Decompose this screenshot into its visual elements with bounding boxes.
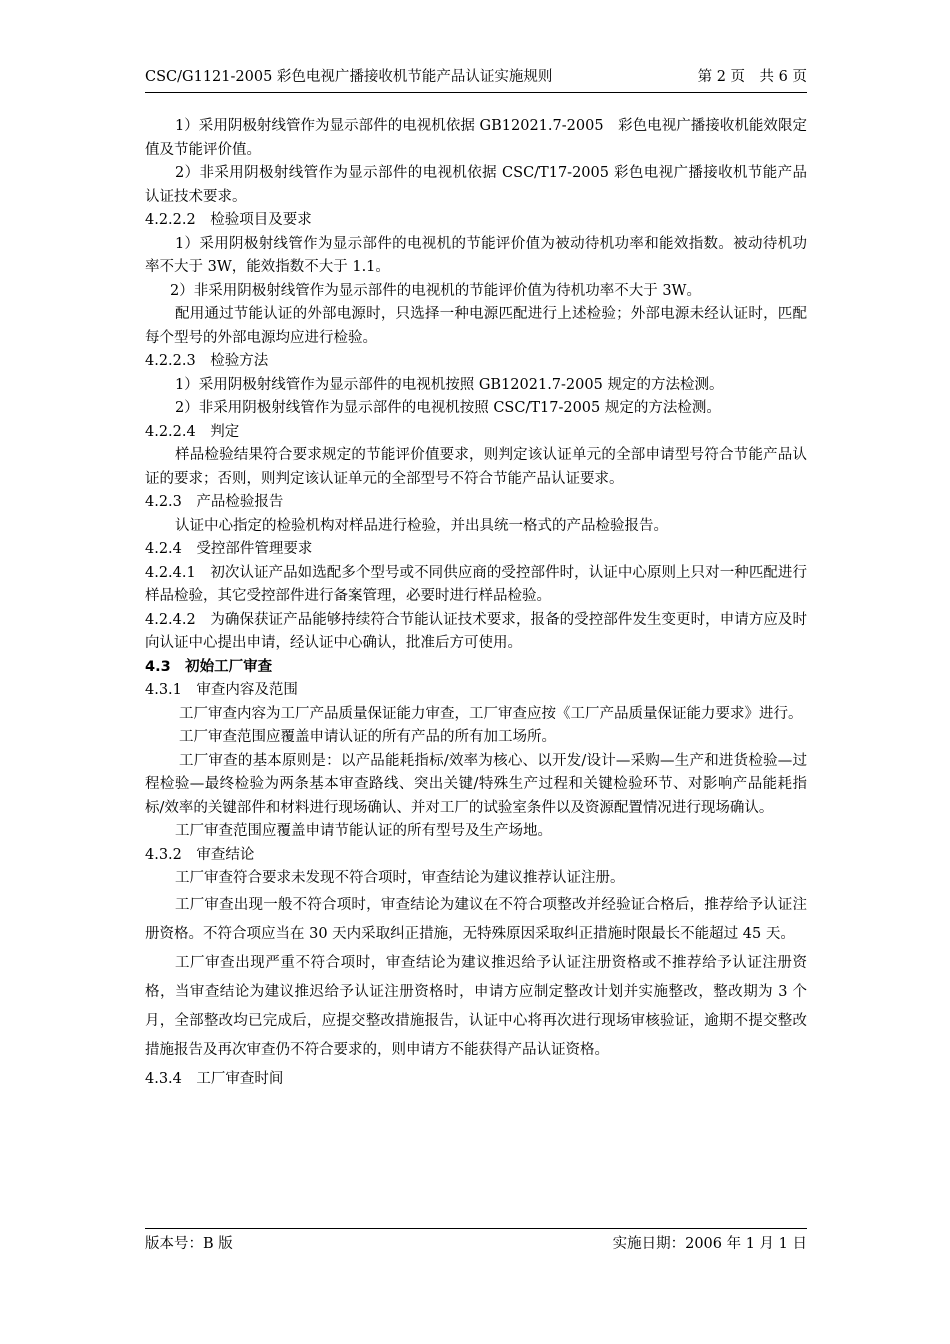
footer-date: 实施日期：2006 年 1 月 1 日 bbox=[612, 1236, 807, 1252]
paragraph: 2）非采用阴极射线管作为显示部件的电视机按照 CSC/T17-2005 规定的方法检测。 bbox=[175, 400, 721, 416]
section-heading: 4.2.2.2 检验项目及要求 bbox=[145, 212, 312, 228]
paragraph: 2）非采用阴极射线管作为显示部件的电视机依据 CSC/T17-2005 彩色电视广播接收机节能产品认证技术要求。 bbox=[145, 165, 807, 205]
paragraph: 工厂审查符合要求未发现不符合项时，审查结论为建议推荐认证注册。 bbox=[175, 870, 625, 886]
section-heading: 4.3.2 审查结论 bbox=[145, 846, 255, 863]
section-heading: 4.2.2.3 检验方法 bbox=[145, 353, 269, 369]
paragraph: 配用通过节能认证的外部电源时，只选择一种电源匹配进行上述检验；外部电源未经认证时，匹配每个型号的外部电源均应进行检验。 bbox=[145, 306, 807, 346]
paragraph: 1）采用阴极射线管作为显示部件的电视机的节能评价值为被动待机功率和能效指数。被动待机功率不大于 3W，能效指数不大于 1.1。 bbox=[145, 235, 807, 275]
paragraph: 工厂审查范围应覆盖申请节能认证的所有型号及生产场地。 bbox=[175, 823, 552, 839]
paragraph: 工厂审查范围应覆盖申请认证的所有产品的所有加工场所。 bbox=[179, 729, 556, 745]
document-body bbox=[145, 115, 807, 1094]
paragraph: 1）采用阴极射线管作为显示部件的电视机依据 GB12021.7-2005 彩色电视广播接收机能效限定值及节能评价值。 bbox=[145, 118, 807, 158]
header-title: CSC/G1121-2005 彩色电视广播接收机节能产品认证实施规则 bbox=[145, 69, 553, 85]
paragraph: 4.2.4.2 为确保获证产品能够持续符合节能认证技术要求，报备的受控部件发生变更时，申请方应及时向认证中心提出申请，经认证中心确认，批准后方可使用。 bbox=[145, 611, 807, 651]
section-heading: 4.3.4 工厂审查时间 bbox=[145, 1070, 284, 1087]
section-heading: 4.3.1 审查内容及范围 bbox=[145, 682, 298, 698]
paragraph: 工厂审查出现严重不符合项时，审查结论为建议推迟给予认证注册资格或不推荐给予认证注册资格，当审查结论为建议推迟给予认证注册资格时，申请方应制定整改计划并实施整改，整改期为 3 个月，全部整改均已完成后，应提交整改措施报告，认证中心将再次进行现场审核验证，逾期不提交整改措施报告及再次审查仍不符合要求的，则申请方不能获得产品认证资格。 bbox=[145, 954, 807, 1058]
paragraph: 认证中心指定的检验机构对样品进行检验，并出具统一格式的产品检验报告。 bbox=[175, 517, 668, 534]
paragraph: 工厂审查内容为工厂产品质量保证能力审查，工厂审查应按《工厂产品质量保证能力要求》进行。 bbox=[179, 705, 803, 722]
paragraph: 工厂审查的基本原则是：以产品能耗指标/效率为核心、以开发/设计—采购—生产和进货检验—过程检验—最终检验为两条基本审查路线、突出关键/特殊生产过程和关键检验环节、对影响产品能耗指标/效率的关键部件和材料进行现场确认、并对工厂的试验室条件以及资源配置情况进行现场确认。 bbox=[145, 752, 807, 816]
paragraph: 工厂审查出现一般不符合项时，审查结论为建议在不符合项整改并经验证合格后，推荐给予认证注册资格。不符合项应当在 30 天内采取纠正措施，无特殊原因采取纠正措施时限最长不能超过 45 天。 bbox=[145, 896, 807, 942]
paragraph: 4.2.4.1 初次认证产品如选配多个型号或不同供应商的受控部件时，认证中心原则上只对一种匹配进行样品检验，其它受控部件进行备案管理，必要时进行样品检验。 bbox=[145, 564, 807, 604]
section-heading: 4.2.3 产品检验报告 bbox=[145, 494, 284, 510]
section-heading: 4.2.2.4 判定 bbox=[145, 423, 240, 440]
footer-version: 版本号：B 版 bbox=[145, 1236, 233, 1252]
page-header bbox=[145, 66, 807, 93]
paragraph: 1）采用阴极射线管作为显示部件的电视机按照 GB12021.7-2005 规定的方法检测。 bbox=[175, 376, 724, 393]
header-page-number: 第 2 页 共 6 页 bbox=[697, 69, 807, 85]
section-heading: 4.2.4 受控部件管理要求 bbox=[145, 541, 313, 557]
page-footer bbox=[145, 1228, 807, 1252]
paragraph: 样品检验结果符合要求规定的节能评价值要求，则判定该认证单元的全部申请型号符合节能产品认证的要求；否则，则判定该认证单元的全部型号不符合节能产品认证要求。 bbox=[145, 447, 807, 487]
paragraph: 2）非采用阴极射线管作为显示部件的电视机的节能评价值为待机功率不大于 3W。 bbox=[170, 282, 701, 299]
section-heading: 4.3 初始工厂审查 bbox=[145, 658, 273, 675]
